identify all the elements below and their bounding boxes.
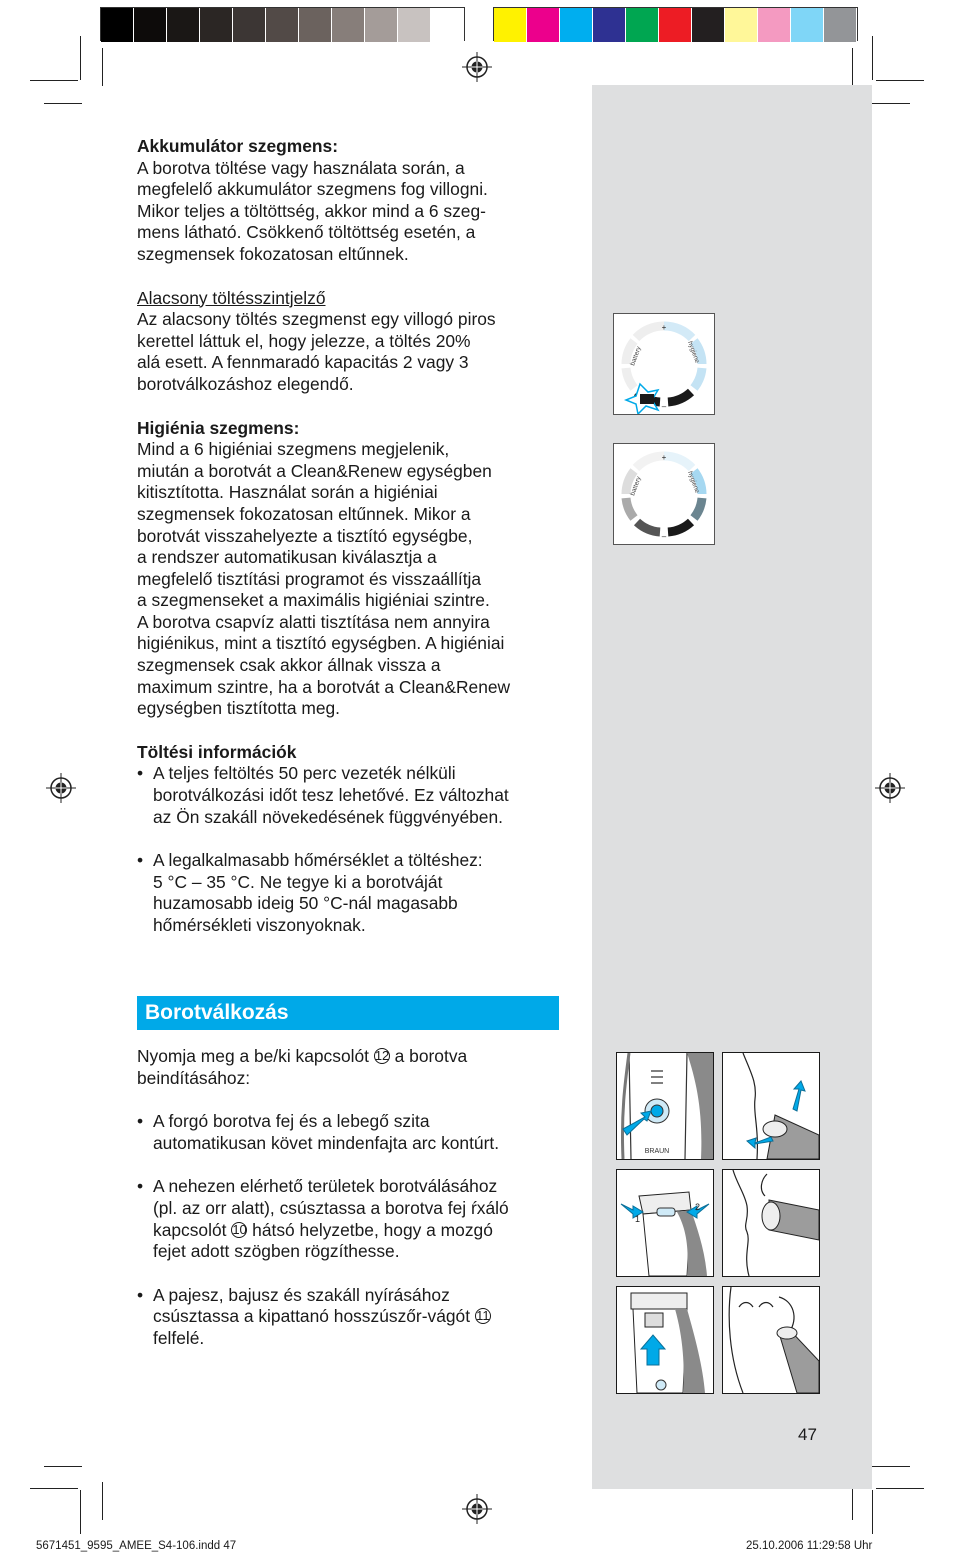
paragraph-line xyxy=(137,1046,567,1068)
color-swatch xyxy=(134,8,167,42)
color-swatches xyxy=(493,7,858,41)
color-swatch xyxy=(560,8,593,42)
crop-mark xyxy=(876,80,924,81)
color-swatch xyxy=(101,8,134,42)
crop-mark xyxy=(80,36,81,80)
illustration-long-hair-trimmer xyxy=(616,1286,714,1394)
paragraph-line: • A forgó borotva fej és a lebegő szita xyxy=(153,1111,430,1132)
crop-mark xyxy=(102,1482,103,1520)
list-item xyxy=(137,1176,567,1262)
crop-mark xyxy=(872,36,873,80)
paragraph-line: maximum szintre, ha a borotvát a Clean&Renew xyxy=(137,676,511,697)
color-swatch xyxy=(494,8,527,42)
paragraph-line: automatikusan követ mindenfajta arc kontúrt. xyxy=(153,1132,500,1153)
charging-info-heading: Töltési információk xyxy=(137,741,297,762)
illustration-shaving-upper-lip xyxy=(722,1052,820,1160)
text-span: Nyomja meg a be/ki kapcsolót xyxy=(137,1046,369,1066)
paragraph-line: borotválkozási időt tesz lehetővé. Ez változhat xyxy=(153,785,509,806)
paragraph-line: kitisztította. Használat során a higiéniai xyxy=(137,482,438,503)
paragraph-line: szegmensek fokozatosan eltűnnek. Mikor a xyxy=(137,503,471,524)
paragraph-line: huzamosabb ideig 50 °C-nál magasabb xyxy=(153,893,458,914)
paragraph-line: (pl. az orr alatt), csúsztassa a borotva fej ŕxáló xyxy=(153,1197,509,1218)
color-swatch xyxy=(626,8,659,42)
color-swatch xyxy=(593,8,626,42)
section-title: Borotválkozás xyxy=(137,996,559,1030)
paragraph-line: az Ön szakáll növekedésének függvényében. xyxy=(153,806,503,827)
paragraph-line: szegmensek csak akkor állnak vissza a xyxy=(137,655,441,676)
paragraph-line: higiénikus, mint a tisztító egységben. A higiéniai xyxy=(137,633,505,654)
paragraph-line: borotválkozáshoz elegendő. xyxy=(137,373,354,394)
crop-mark xyxy=(852,48,853,86)
shaver-head-lock-icon xyxy=(617,1170,713,1276)
text-span: kapcsolót xyxy=(153,1219,227,1240)
paragraph-line: Mikor teljes a töltöttség, akkor mind a 6 szeg- xyxy=(137,200,486,221)
dial-plus: + xyxy=(661,453,667,462)
list-item xyxy=(137,850,567,936)
paragraph-line: • A nehezen elérhető területek borotválásához xyxy=(153,1176,498,1197)
paragraph-line: alá esett. A fennmaradó kapacitás 2 vagy 3 xyxy=(137,352,469,373)
color-swatch xyxy=(365,8,398,42)
callout-number: 10 xyxy=(232,1221,247,1237)
registration-mark-icon xyxy=(462,52,492,82)
callout-number: 12 xyxy=(374,1048,390,1063)
text-span: a borotva xyxy=(394,1046,468,1066)
list-item xyxy=(137,1111,567,1154)
dial-hygiene-label: hygiene xyxy=(686,340,701,365)
dial-plus: + xyxy=(661,323,667,332)
page-number: 47 xyxy=(798,1425,817,1444)
paragraph-line: • A teljes feltöltés 50 perc vezeték nélküli xyxy=(153,763,456,784)
paragraph-line: megfelelő tisztítási programot és visszaállítja xyxy=(137,568,482,589)
shaver-power-button-icon xyxy=(617,1053,713,1159)
paragraph-line xyxy=(153,1306,567,1328)
crop-mark xyxy=(30,80,78,81)
color-swatch xyxy=(266,8,299,42)
dial-battery-label: battery xyxy=(629,345,643,367)
grayscale-swatches xyxy=(100,7,465,41)
paragraph-line: Mind a 6 higiéniai szegmens megjelenik, xyxy=(137,439,450,460)
color-swatch xyxy=(758,8,791,42)
color-swatch xyxy=(725,8,758,42)
paragraph-line: A borotva töltése vagy használata során, a xyxy=(137,157,465,178)
paragraph-line: a rendszer automatikusan kiválasztja a xyxy=(137,547,437,568)
color-swatch xyxy=(791,8,824,42)
paragraph-line: felfelé. xyxy=(153,1327,205,1348)
dial-hygiene-label: hygiene xyxy=(686,470,701,495)
paragraph-line: mens látható. Csökkenő töltöttség esetén, a xyxy=(137,222,476,243)
paragraph-line: Az alacsony töltés szegmenst egy villogó piros xyxy=(137,309,496,330)
illustration-sidebar xyxy=(592,85,872,1489)
paragraph-line: hőmérsékleti viszonyoknak. xyxy=(153,915,366,935)
registration-mark-icon xyxy=(46,773,76,803)
dial-minus: – xyxy=(661,402,667,411)
color-swatch xyxy=(527,8,560,42)
paragraph-line: fejet adott szögben rögzíthesse. xyxy=(153,1241,400,1262)
color-swatch xyxy=(431,8,464,42)
illustration-head-lock xyxy=(616,1169,714,1277)
color-swatch xyxy=(659,8,692,42)
paragraph-line: A borotva csapvíz alatti tisztítása nem annyira xyxy=(137,611,490,632)
footer-file-info: 5671451_9595_AMEE_S4-106.indd 47 xyxy=(36,1540,237,1552)
hygiene-segment-heading: Higiénia szegmens: xyxy=(137,417,300,438)
color-swatch xyxy=(824,8,857,42)
illustration-shaving-under-nose xyxy=(722,1169,820,1277)
dial-graphic-icon xyxy=(614,444,714,544)
battery-hygiene-dial-full xyxy=(613,443,715,545)
text-span: hátsó helyzetbe, hogy a mozgó xyxy=(252,1219,493,1240)
paragraph-line: borotvát visszahelyezte a tisztító egységbe, xyxy=(137,525,473,546)
battery-hygiene-dial-low xyxy=(613,313,715,415)
crop-mark xyxy=(872,103,910,104)
low-charge-heading: Alacsony töltésszintjelző xyxy=(137,287,326,308)
list-item xyxy=(137,1285,567,1350)
illustration-power-switch xyxy=(616,1052,714,1160)
paragraph-line: a szegmenseket a maximális higiéniai szintre. xyxy=(137,590,490,611)
dial-battery-label: battery xyxy=(629,475,643,497)
registration-mark-icon xyxy=(875,773,905,803)
battery-segment-heading: Akkumulátor szegmens: xyxy=(137,136,339,156)
registration-mark-icon xyxy=(462,1494,492,1524)
paragraph-line: miután a borotvát a Clean&Renew egységben xyxy=(137,460,492,481)
paragraph-line: 5 °C – 35 °C. Ne tegye ki a borotváját xyxy=(153,871,443,892)
face-shaving-icon xyxy=(723,1170,819,1276)
color-swatch xyxy=(167,8,200,42)
dial-minus: – xyxy=(661,532,667,541)
list-item xyxy=(137,763,567,828)
text-span: csúsztassa a kipattanó hosszúszőr-vágót xyxy=(153,1306,471,1327)
paragraph-line xyxy=(153,1220,567,1242)
brand-logo: BRAUN xyxy=(644,1148,670,1155)
color-swatch xyxy=(692,8,725,42)
crop-mark xyxy=(102,48,103,86)
illustration-trimming-sideburns xyxy=(722,1286,820,1394)
crop-mark xyxy=(30,1488,78,1489)
paragraph-line: kerettel láttuk el, hogy jelezze, a töltés 20% xyxy=(137,330,471,351)
crop-mark xyxy=(44,103,82,104)
paragraph-line: egységben tisztította meg. xyxy=(137,698,341,719)
paragraph-line: megfelelő akkumulátor szegmens fog villogni. xyxy=(137,179,488,200)
shaver-trimmer-icon xyxy=(617,1287,713,1393)
color-swatch xyxy=(200,8,233,42)
dial-graphic-icon xyxy=(614,314,714,414)
face-shaving-icon xyxy=(723,1053,819,1159)
paragraph-line: • A legalkalmasabb hőmérséklet a töltéshez: xyxy=(153,850,483,871)
footer-timestamp: 25.10.2006 11:29:58 Uhr xyxy=(746,1540,873,1552)
crop-mark xyxy=(876,1488,924,1489)
step-number: 2 xyxy=(695,1202,701,1212)
paragraph-line: • A pajesz, bajusz és szakáll nyírásához xyxy=(153,1284,450,1305)
color-swatch xyxy=(398,8,431,42)
shaving-text-column xyxy=(137,1046,567,1350)
color-calibration-bar xyxy=(100,7,858,41)
crop-mark xyxy=(80,1490,81,1534)
main-text-column xyxy=(137,136,567,937)
crop-mark xyxy=(44,1466,82,1467)
callout-number: 11 xyxy=(476,1308,490,1324)
paragraph-line: szegmensek fokozatosan eltűnnek. xyxy=(137,243,409,264)
color-swatch xyxy=(332,8,365,42)
face-trimming-icon xyxy=(723,1287,819,1393)
color-swatch xyxy=(233,8,266,42)
paragraph-line: beindításához: xyxy=(137,1067,251,1088)
color-swatch xyxy=(299,8,332,42)
crop-mark xyxy=(872,1466,910,1467)
crop-mark xyxy=(872,1490,873,1534)
step-number: 1 xyxy=(635,1214,641,1224)
